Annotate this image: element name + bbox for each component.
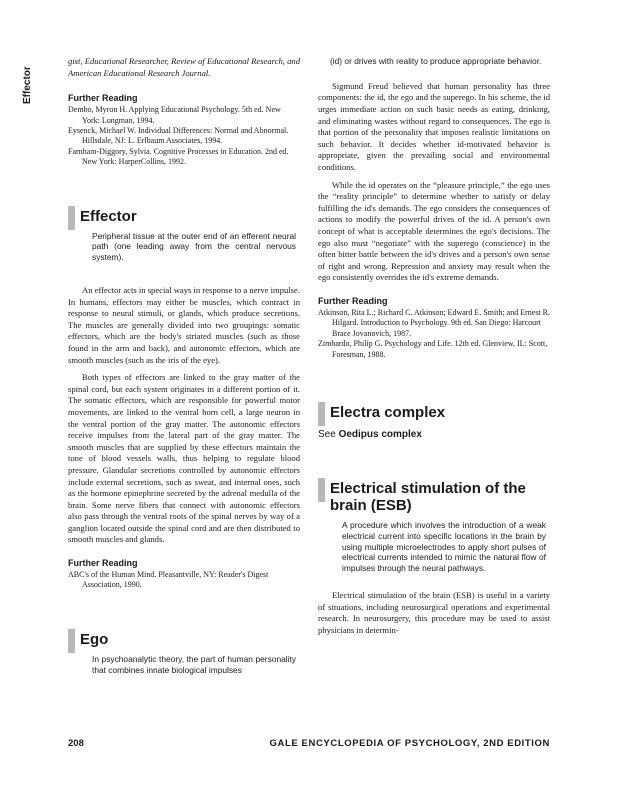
- publication-title: GALE ENCYCLOPEDIA OF PSYCHOLOGY, 2ND EDITION: [269, 738, 550, 749]
- reference-item: Dembo, Myron H. Applying Educational Psychology. 5th ed. New York: Longman, 1994.: [68, 105, 281, 125]
- reference-item: Zimbardo, Philip G. Psychology and Life. 12th ed. Glenview, IL: Scott, Foresman, 1988.: [318, 339, 548, 359]
- body-paragraph: Electrical stimulation of the brain (ESB) is useful in a variety of situations, including neurosurgical operations and experimental research. In neurosurgery, this procedure may be used to assist physicians in determin-: [318, 589, 550, 635]
- continuation-text: gist, Educational Researcher, Review of Educational Research, and American Educational Research Journal.: [68, 56, 300, 78]
- left-column: [68, 56, 300, 675]
- entry-definition: In psychoanalytic theory, the part of human personality that combines innate biological impulses: [92, 653, 296, 675]
- reference-item: Eysenck, Michael W. Individual Differences: Normal and Abnormal. Hillsdale, NJ: L. Erlbaum Associates, 1994.: [68, 126, 289, 146]
- body-paragraph: Sigmund Freud believed that human personality has three components: the id, the ego and the superego. In his scheme, the id urges immediate action on such basic needs as eating, drinking, and eliminating wastes without regard to consequences. The ego is that portion of the personality that imposes realistic limitations on such behavior. It decides whether id-motivated behavior is appropriate, given the prevailing social and environmental conditions.: [318, 80, 550, 172]
- further-reading-heading: Further Reading: [68, 558, 138, 569]
- further-reading-heading: Further Reading: [318, 295, 388, 306]
- further-reading-heading: Further Reading: [68, 93, 138, 104]
- entry-title: Electrical stimulation of the brain (ESB): [330, 479, 526, 514]
- see-label: See: [318, 428, 336, 440]
- page-number: 208: [68, 738, 84, 749]
- body-paragraph: An effector acts in special ways in response to a nerve impulse. In humans, effectors may either be muscles, which contract in response to neural stimuli, or glands, which produce secretions. The muscles are generally divided into two groupings: somatic effectors, which are the body's striated muscles (such as those found in the arm and back), and autonomic effectors, which are smooth muscles (such as the iris of the eye).: [68, 285, 300, 365]
- continuation-definition: (id) or drives with reality to produce appropriate behavior.: [330, 56, 542, 66]
- entry-ego: [68, 627, 300, 676]
- reference-item: Farnham-Diggory, Sylvia. Cognitive Processes in Education. 2nd ed. New York: HarperCollins, 1992.: [68, 146, 289, 167]
- see-target-link[interactable]: Oedipus complex: [338, 428, 422, 440]
- entry-title: Ego: [80, 630, 109, 648]
- entry-esb: [318, 476, 550, 574]
- reference-item: ABC's of the Human Mind. Pleasantville, NY: Reader's Digest Association, 1990.: [68, 570, 269, 590]
- entry-definition: Peripheral tissue at the outer end of an efferent neural path (one leading away from the central nervous system).: [92, 230, 296, 263]
- body-paragraph: While the id operates on the “pleasure principle,” the ego uses the “reality principle” to determine whether to satisfy or delay fulfilling the id's demands. The ego considers the consequences of actions to modify the powerful drives of the id. A person's own concept of what is acceptable determines the ego's decisions. The ego also must “negotiate” with the superego (conscience) in the often bitter battle between the id's drives and a person's own sense of right and wrong. Repression and anxiety may result when the ego consistently overrides the id's extreme demands.: [318, 179, 550, 283]
- entry-title: Effector: [80, 207, 137, 225]
- page-footer: [68, 738, 550, 752]
- body-paragraph: Both types of effectors are linked to the gray matter of the spinal cord, but each system originates in a different portion of it. The somatic effectors, which are responsible for powerful motor movements, are linked to the ventral horn cell, a large neuron in the ventral portion of the gray matter. The autonomic effectors receive impulses from the lateral part of the gray matter. The smooth muscles that are supplied by these effectors maintain the tone of blood vessels walls, thus helping to regulate blood pressure. Glandular secretions controlled by autonomic effectors include external secretions, such as sweat, and internal ones, such as the hormone epinephrine secreted by the adrenal medulla of the brain. Some nerve fibers that connect with autonomic effectors also pass through the ventral roots of the spinal nerves by way of a ganglion located outside the spinal cord and are then distributed to smooth muscles and glands.: [68, 372, 300, 545]
- entry-electra-complex: [318, 400, 550, 421]
- entry-definition: A procedure which involves the introduction of a weak electrical current into specific locations in the brain by using multiple microelectrodes to apply short pulses of electrical currents intended to mimic the natural flow of impulses through the neural pathways.: [342, 519, 546, 574]
- right-column: [318, 56, 550, 636]
- side-tab-guide-word: Effector: [22, 66, 33, 104]
- see-reference: [318, 429, 550, 440]
- entry-effector: [68, 204, 300, 263]
- entry-title: Electra complex: [330, 403, 446, 421]
- reference-item: Atkinson, Rita L.; Richard C. Atkinson; Edward E. Smith; and Ernest R. Hilgard. Introduction to Psychology. 9th ed. San Diego: Harcourt Brace Jovanovich, 1987.: [318, 307, 550, 338]
